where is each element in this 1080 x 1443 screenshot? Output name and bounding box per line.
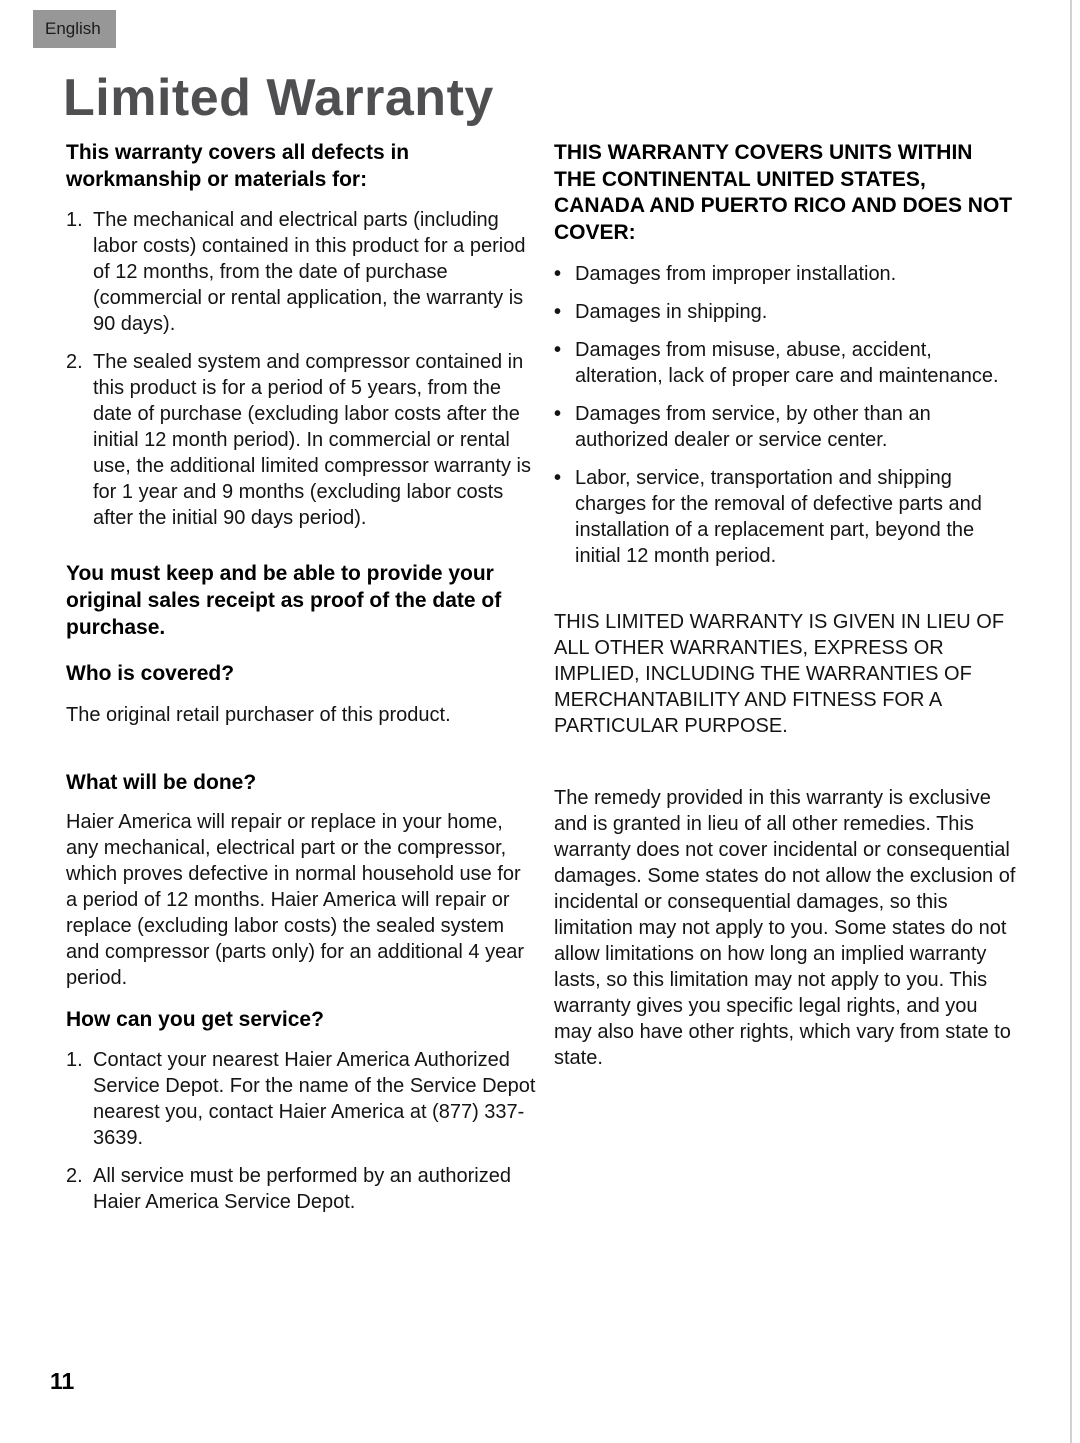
not-cover-bullet-3 xyxy=(554,337,1020,389)
covers-list-item-2 xyxy=(66,349,536,531)
bullet-marker: • xyxy=(554,466,562,489)
list-text: The sealed system and compressor contained in this product is for a period of 5 years, from the date of purchase (excluding labor costs after the initial 12 month period). In commercial or rental use, the additional limited compressor warranty is for 1 year and 9 months (excluding labor costs after the initial 90 days period). xyxy=(93,351,531,530)
language-tab-label: English xyxy=(45,19,101,38)
service-list-item-2 xyxy=(66,1163,536,1215)
content-columns xyxy=(66,140,1020,1215)
not-cover-bullet-4 xyxy=(554,401,1020,453)
what-done-heading: What will be done? xyxy=(66,770,257,794)
bullet-marker: • xyxy=(554,300,562,323)
list-text: The mechanical and electrical parts (including labor costs) contained in this product for a period of 12 months, from the date of purchase (commercial or rental application, the warranty is 90 days). xyxy=(93,209,526,336)
list-marker: 2. xyxy=(66,351,83,374)
bullet-text: Damages in shipping. xyxy=(575,300,768,323)
disclaimer-caps-text: THIS LIMITED WARRANTY IS GIVEN IN LIEU OF ALL OTHER WARRANTIES, EXPRESS OR IMPLIED, INCLUDING THE WARRANTIES OF MERCHANTABILITY AND FITNESS FOR A PARTICULAR PURPOSE. xyxy=(554,610,1005,737)
left-column xyxy=(66,140,536,1215)
covers-list-item-1 xyxy=(66,207,536,337)
who-covered-text: The original retail purchaser of this product. xyxy=(66,703,451,726)
bullet-text: Labor, service, transportation and shipping charges for the removal of defective parts and installation of a replacement part, beyond the initial 12 month period. xyxy=(575,466,982,567)
not-cover-bullet-1 xyxy=(554,261,1020,287)
page-edge-line xyxy=(1070,0,1072,1443)
bullet-marker: • xyxy=(554,262,562,285)
who-covered-heading: Who is covered? xyxy=(66,662,235,686)
not-cover-bullet-5 xyxy=(554,465,1020,569)
bullet-marker: • xyxy=(554,402,562,425)
not-cover-bullet-2 xyxy=(554,299,1020,325)
bullet-marker: • xyxy=(554,338,562,361)
not-cover-heading: THIS WARRANTY COVERS UNITS WITHIN THE CONTINENTAL UNITED STATES, CANADA AND PUERTO RICO AND DOES NOT COVER: xyxy=(554,141,1013,244)
list-marker: 1. xyxy=(66,1049,83,1072)
right-column xyxy=(554,140,1020,1215)
page-title: Limited Warranty xyxy=(63,69,494,127)
remedy-text: The remedy provided in this warranty is exclusive and is granted in lieu of all other remedies. This warranty does not cover incidental or consequential damages. Some states do not allow the exclusion of incidental or consequential damages, so this limitation may not apply to you. Some states do not allow limitations on how long an implied warranty lasts, so this limitation may not apply to you. This warranty gives you specific legal rights, and you may also have other rights, which vary from state to state. xyxy=(554,786,1016,1069)
list-marker: 2. xyxy=(66,1165,83,1188)
bullet-text: Damages from improper installation. xyxy=(575,262,897,285)
page-number: 11 xyxy=(50,1368,75,1394)
list-text: Contact your nearest Haier America Authorized Service Depot. For the name of the Service Depot nearest you, contact Haier America at (877) 337-3639. xyxy=(93,1049,536,1150)
what-done-text: Haier America will repair or replace in your home, any mechanical, electrical part or the compressor, which proves defective in normal household use for a period of 12 months. Haier America will repair or replace (excluding labor costs) the sealed system and compressor (parts only) for an additional 4 year period. xyxy=(66,810,525,989)
service-list-item-1 xyxy=(66,1047,536,1151)
receipt-heading: You must keep and be able to provide your original sales receipt as proof of the date of purchase. xyxy=(66,562,502,639)
bullet-text: Damages from misuse, abuse, accident, alteration, lack of proper care and maintenance. xyxy=(575,338,999,387)
list-text: All service must be performed by an authorized Haier America Service Depot. xyxy=(93,1165,511,1214)
bullet-text: Damages from service, by other than an authorized dealer or service center. xyxy=(575,402,931,451)
covers-heading: This warranty covers all defects in workmanship or materials for: xyxy=(66,141,410,191)
get-service-heading: How can you get service? xyxy=(66,1007,324,1031)
language-tab xyxy=(33,10,116,48)
list-marker: 1. xyxy=(66,209,83,232)
